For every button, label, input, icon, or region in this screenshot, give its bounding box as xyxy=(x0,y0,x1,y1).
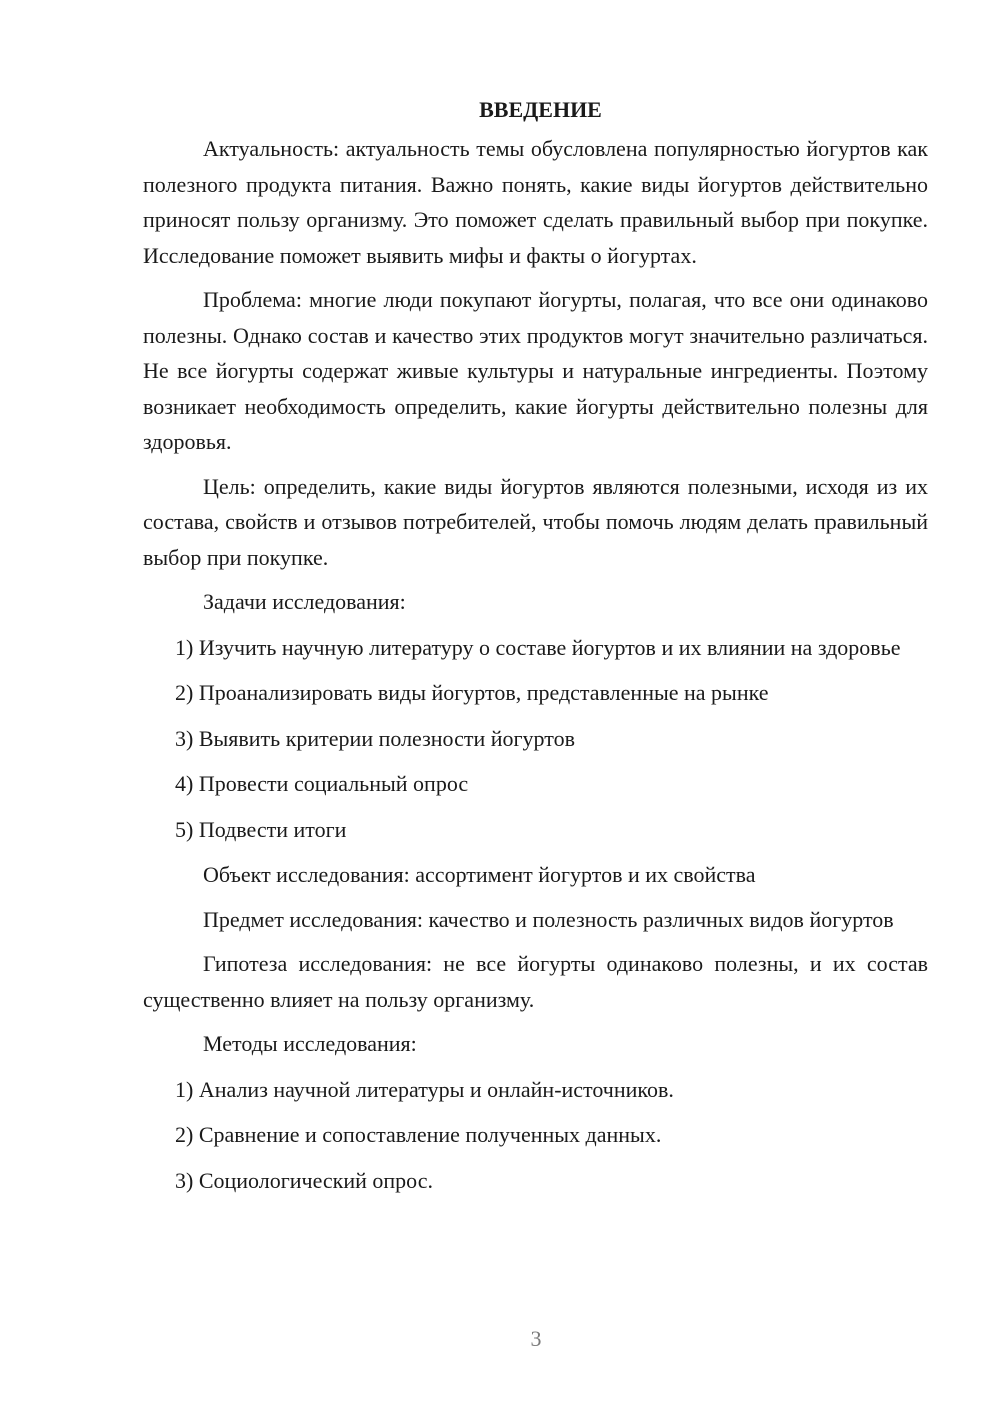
subject-paragraph: Предмет исследования: качество и полезность различных видов йогуртов xyxy=(203,906,894,932)
document-body xyxy=(143,92,928,1208)
problem-paragraph: Проблема: многие люди покупают йогурты, полагая, что все они одинаково полезны. Однако состав и качество этих продуктов могут значительно различаться. Не все йогурты содержат живые культуры и натуральные ингредиенты. Поэтому возникает необходимость определить, какие йогурты действительно полезны для здоровья. xyxy=(143,287,928,454)
goal-paragraph: Цель: определить, какие виды йогуртов являются полезными, исходя из их состава, свойств и отзывов потребителей, чтобы помочь людям делать правильный выбор при покупке. xyxy=(143,473,928,570)
method-item-1: 1) Анализ научной литературы и онлайн-источников. xyxy=(175,1076,674,1102)
page-number: 3 xyxy=(530,1326,542,1351)
task-item-2: 2) Проанализировать виды йогуртов, представленные на рынке xyxy=(175,680,769,705)
method-item-3: 3) Социологический опрос. xyxy=(175,1167,433,1193)
methods-heading: Методы исследования: xyxy=(203,1031,417,1056)
tasks-heading: Задачи исследования: xyxy=(203,589,406,614)
task-item-1: 1) Изучить научную литературу о составе йогуртов и их влиянии на здоровье xyxy=(175,634,901,660)
task-item-5: 5) Подвести итоги xyxy=(175,816,347,842)
hypothesis-paragraph: Гипотеза исследования: не все йогурты одинаково полезны, и их состав существенно влияет на пользу организму. xyxy=(143,951,928,1012)
method-item-2: 2) Сравнение и сопоставление полученных данных. xyxy=(175,1122,662,1147)
object-paragraph: Объект исследования: ассортимент йогуртов и их свойства xyxy=(203,862,756,887)
page-title: ВВЕДЕНИЕ xyxy=(479,97,602,122)
task-item-4: 4) Провести социальный опрос xyxy=(175,771,469,796)
task-item-3: 3) Выявить критерии полезности йогуртов xyxy=(175,725,575,751)
relevance-paragraph: Актуальность: актуальность темы обусловлена популярностью йогуртов как полезного продукта питания. Важно понять, какие виды йогуртов действительно приносят пользу организму. Это поможет сделать правильный выбор при покупке. Исследование поможет выявить мифы и факты о йогуртах. xyxy=(143,136,928,268)
